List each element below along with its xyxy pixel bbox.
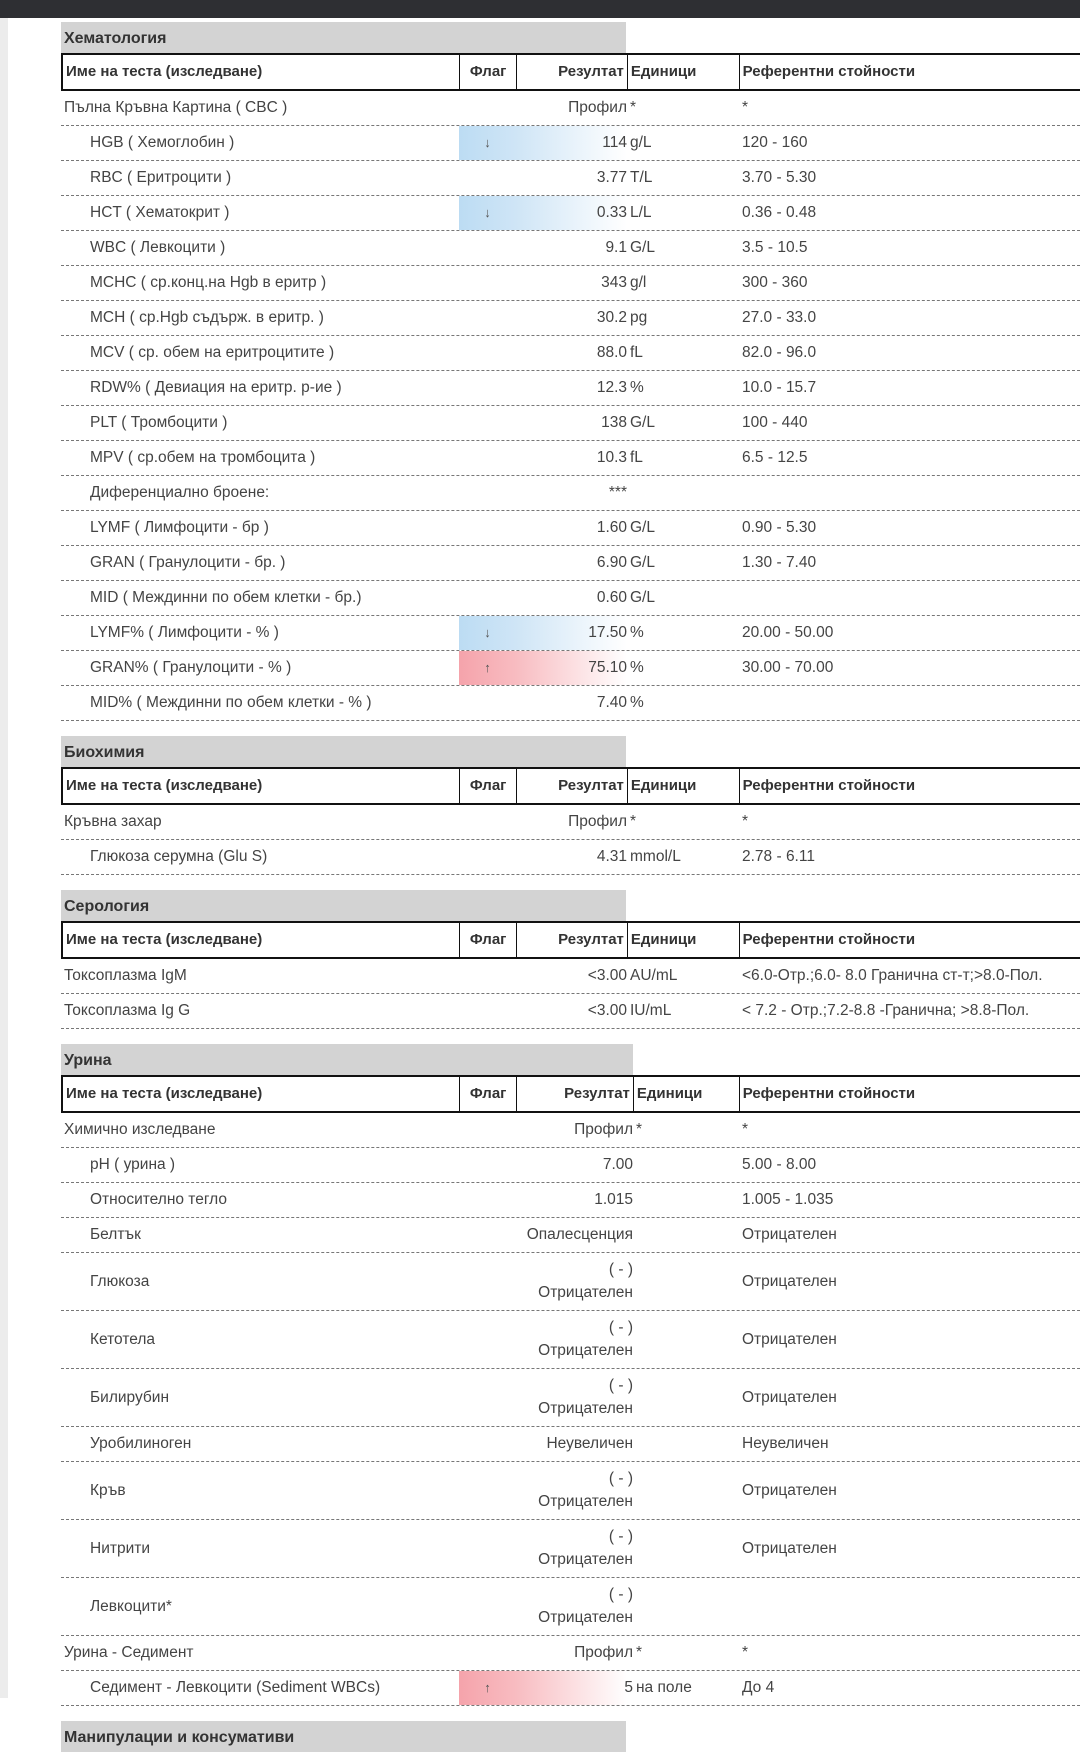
reference-range: 82.0 - 96.0 bbox=[742, 344, 817, 361]
arrow-down-icon: ↓ bbox=[484, 135, 491, 150]
table-row bbox=[61, 1578, 1080, 1636]
table-row bbox=[61, 1427, 1080, 1462]
header-name: Име на теста (изследване) bbox=[63, 769, 460, 803]
section-4 bbox=[61, 1721, 1080, 1752]
result-value bbox=[516, 1311, 633, 1368]
unit: mmol/L bbox=[630, 848, 681, 865]
reference-range: Отрицателен bbox=[742, 1540, 837, 1557]
test-name: Токсоплазма IgM bbox=[64, 967, 187, 984]
test-name: Седимент - Левкоцити (Sediment WBCs) bbox=[90, 1679, 381, 1696]
header-name: Име на теста (изследване) bbox=[63, 1077, 460, 1111]
result-value: 3.77 bbox=[596, 169, 627, 186]
result-value: 9.1 bbox=[605, 239, 627, 256]
header-result: Резултат bbox=[517, 923, 628, 957]
flag-cell bbox=[459, 91, 516, 125]
result-value bbox=[516, 1520, 633, 1577]
result-value: 88.0 bbox=[596, 344, 627, 361]
header-reference: Референтни стойности bbox=[742, 63, 916, 80]
result-value: Профил bbox=[574, 1644, 633, 1661]
unit bbox=[633, 1218, 739, 1252]
table-row bbox=[61, 231, 1080, 266]
flag-cell bbox=[459, 406, 516, 440]
section-3 bbox=[61, 1044, 1080, 1706]
unit: * bbox=[630, 99, 637, 116]
flag-result-cell bbox=[459, 1218, 633, 1252]
flag-result-cell bbox=[459, 1369, 633, 1426]
flag-result-cell bbox=[459, 511, 627, 545]
arrow-up-icon: ↑ bbox=[484, 1680, 491, 1695]
table-row bbox=[61, 840, 1080, 875]
table-row bbox=[61, 546, 1080, 581]
flag-result-cell bbox=[459, 301, 627, 335]
result-line-1: ( - ) bbox=[608, 1377, 633, 1394]
reference-range: 10.0 - 15.7 bbox=[742, 379, 817, 396]
table-row bbox=[61, 686, 1080, 721]
reference-range: * bbox=[742, 1121, 749, 1138]
unit: G/L bbox=[630, 589, 655, 606]
flag-result-cell bbox=[459, 546, 627, 580]
result-value: 12.3 bbox=[596, 379, 627, 396]
flag-highlight-high bbox=[459, 1671, 633, 1705]
table-row bbox=[61, 1311, 1080, 1369]
reference-range: Отрицателен bbox=[742, 1482, 837, 1499]
test-name: Нитрити bbox=[90, 1540, 150, 1557]
result-value: 5 bbox=[624, 1679, 633, 1696]
unit: % bbox=[630, 379, 644, 396]
unit bbox=[633, 1148, 739, 1182]
table-header bbox=[61, 53, 1080, 91]
table-row bbox=[61, 994, 1080, 1029]
unit: fL bbox=[630, 449, 643, 466]
reference-range: 100 - 440 bbox=[742, 414, 808, 431]
flag-highlight-low bbox=[459, 196, 627, 230]
unit: IU/mL bbox=[630, 1002, 672, 1019]
table-header bbox=[61, 767, 1080, 805]
header-flag: Флаг bbox=[460, 1077, 517, 1111]
flag-cell bbox=[459, 1253, 516, 1310]
test-name: GRAN ( Гранулоцити - бр. ) bbox=[90, 554, 286, 571]
flag-result-cell bbox=[459, 266, 627, 300]
result-value: 6.90 bbox=[596, 554, 627, 571]
result-value: 75.10 bbox=[588, 659, 627, 676]
table-row bbox=[61, 301, 1080, 336]
flag-cell bbox=[459, 840, 516, 874]
result-line-1: ( - ) bbox=[608, 1319, 633, 1336]
unit: AU/mL bbox=[630, 967, 678, 984]
table-row bbox=[61, 476, 1080, 511]
unit: pg bbox=[630, 309, 648, 326]
section-title: Хематология bbox=[61, 22, 626, 53]
reference-range: Отрицателен bbox=[742, 1226, 837, 1243]
table-row bbox=[61, 266, 1080, 301]
flag-result-cell bbox=[459, 336, 627, 370]
test-name: Кетотела bbox=[90, 1331, 156, 1348]
result-line-1: ( - ) bbox=[608, 1261, 633, 1278]
flag-result-cell bbox=[459, 231, 627, 265]
flag-result-cell bbox=[459, 1462, 633, 1519]
reference-range: 1.30 - 7.40 bbox=[742, 554, 817, 571]
reference-range: 300 - 360 bbox=[742, 274, 808, 291]
unit: g/L bbox=[630, 134, 652, 151]
result-value: 10.3 bbox=[596, 449, 627, 466]
unit: G/L bbox=[630, 239, 655, 256]
result-value: Профил bbox=[568, 99, 627, 116]
flag-cell bbox=[459, 994, 516, 1028]
result-value: 17.50 bbox=[588, 624, 627, 641]
unit: L/L bbox=[630, 204, 652, 221]
section-title: Урина bbox=[61, 1044, 633, 1075]
reference-range: Отрицателен bbox=[742, 1331, 837, 1348]
reference-range: 2.78 - 6.11 bbox=[742, 848, 815, 865]
table-row bbox=[61, 616, 1080, 651]
flag-cell bbox=[459, 1427, 516, 1461]
result-value: 343 bbox=[601, 274, 627, 291]
arrow-up-icon: ↑ bbox=[484, 660, 491, 675]
unit: на поле bbox=[636, 1679, 692, 1696]
unit bbox=[633, 1369, 739, 1426]
flag-cell bbox=[459, 581, 516, 615]
table-row bbox=[61, 1253, 1080, 1311]
reference-range bbox=[739, 476, 1080, 510]
flag-cell bbox=[459, 959, 516, 993]
table-row bbox=[61, 1113, 1080, 1148]
result-value: 114 bbox=[602, 134, 627, 151]
flag-cell bbox=[459, 1311, 516, 1368]
unit: % bbox=[630, 659, 644, 676]
reference-range: 3.70 - 5.30 bbox=[742, 169, 817, 186]
result-line-2: Отрицателен bbox=[538, 1608, 633, 1626]
flag-result-cell bbox=[459, 371, 627, 405]
test-name: Химично изследване bbox=[64, 1121, 216, 1138]
test-name: MID ( Междинни по обем клетки - бр.) bbox=[90, 589, 362, 606]
reference-range: * bbox=[742, 1644, 749, 1661]
reference-range: 120 - 160 bbox=[742, 134, 808, 151]
header-flag: Флаг bbox=[460, 55, 517, 89]
flag-cell bbox=[459, 1369, 516, 1426]
unit: G/L bbox=[630, 519, 655, 536]
table-row bbox=[61, 511, 1080, 546]
result-value: 0.60 bbox=[596, 589, 627, 606]
flag-cell bbox=[459, 1148, 516, 1182]
result-value bbox=[516, 1253, 633, 1310]
table-header bbox=[61, 1075, 1080, 1113]
result-line-2: Отрицателен bbox=[538, 1550, 633, 1568]
section-0 bbox=[61, 22, 1080, 721]
result-value: <3.00 bbox=[587, 1002, 627, 1019]
section-title: Манипулации и консумативи bbox=[61, 1721, 626, 1752]
test-name: WBC ( Левкоцити ) bbox=[90, 239, 226, 256]
flag-result-cell bbox=[459, 406, 627, 440]
reference-range: 5.00 - 8.00 bbox=[742, 1156, 817, 1173]
reference-range: 20.00 - 50.00 bbox=[742, 624, 834, 641]
table-row bbox=[61, 1462, 1080, 1520]
header-reference: Референтни стойности bbox=[742, 777, 916, 794]
header-reference: Референтни стойности bbox=[742, 931, 916, 948]
flag-cell bbox=[459, 231, 516, 265]
result-line-2: Отрицателен bbox=[538, 1283, 633, 1301]
header-result: Резултат bbox=[517, 769, 628, 803]
flag-cell bbox=[459, 1113, 516, 1147]
section-title: Серология bbox=[61, 890, 626, 921]
flag-result-cell bbox=[459, 1520, 633, 1577]
test-name: Глюкоза серумна (Glu S) bbox=[90, 848, 268, 865]
flag-cell bbox=[459, 476, 516, 510]
unit: T/L bbox=[630, 169, 653, 186]
reference-range: * bbox=[742, 99, 749, 116]
section-1 bbox=[61, 736, 1080, 875]
result-line-1: ( - ) bbox=[608, 1586, 633, 1603]
flag-cell bbox=[459, 1578, 516, 1635]
test-name: pH ( урина ) bbox=[90, 1156, 176, 1173]
test-name: Кръв bbox=[90, 1482, 126, 1499]
arrow-down-icon: ↓ bbox=[484, 205, 491, 220]
flag-cell bbox=[459, 336, 516, 370]
test-name: Уробилиноген bbox=[90, 1435, 192, 1452]
result-line-2: Отрицателен bbox=[538, 1399, 633, 1417]
unit bbox=[633, 1578, 739, 1635]
reference-range: 6.5 - 12.5 bbox=[742, 449, 808, 466]
header-result: Резултат bbox=[517, 55, 628, 89]
result-value: Профил bbox=[574, 1121, 633, 1138]
flag-cell bbox=[459, 371, 516, 405]
result-value: Профил bbox=[568, 813, 627, 830]
reference-range: До 4 bbox=[742, 1679, 775, 1696]
result-line-2: Отрицателен bbox=[538, 1492, 633, 1510]
test-name: Белтък bbox=[90, 1226, 141, 1243]
arrow-down-icon: ↓ bbox=[484, 625, 491, 640]
flag-result-cell bbox=[459, 686, 627, 720]
result-value: 1.015 bbox=[594, 1191, 633, 1208]
table-row bbox=[61, 91, 1080, 126]
table-row bbox=[61, 126, 1080, 161]
table-row bbox=[61, 1636, 1080, 1671]
result-value: Опалесценция bbox=[526, 1226, 633, 1243]
flag-cell bbox=[459, 546, 516, 580]
unit: G/L bbox=[630, 554, 655, 571]
reference-range: 0.90 - 5.30 bbox=[742, 519, 817, 536]
table-row bbox=[61, 1183, 1080, 1218]
unit bbox=[633, 1462, 739, 1519]
test-name: Пълна Кръвна Картина ( CBC ) bbox=[64, 99, 288, 116]
header-units: Единици bbox=[628, 769, 740, 803]
table-row bbox=[61, 1671, 1080, 1706]
flag-cell bbox=[459, 1636, 516, 1670]
result-value: 138 bbox=[601, 414, 627, 431]
test-name: HGB ( Хемоглобин ) bbox=[90, 134, 235, 151]
flag-result-cell bbox=[459, 1427, 633, 1461]
result-value: 30.2 bbox=[596, 309, 627, 326]
flag-result-cell bbox=[459, 91, 627, 125]
result-value: 7.40 bbox=[596, 694, 627, 711]
unit bbox=[633, 1183, 739, 1217]
unit: fL bbox=[630, 344, 643, 361]
unit bbox=[633, 1427, 739, 1461]
unit bbox=[627, 476, 739, 510]
flag-cell bbox=[459, 1218, 516, 1252]
test-name: Токсоплазма Ig G bbox=[64, 1002, 191, 1019]
flag-result-cell bbox=[459, 1578, 633, 1635]
table-row bbox=[61, 441, 1080, 476]
result-line-2: Отрицателен bbox=[538, 1341, 633, 1359]
header-units: Единици bbox=[634, 1077, 740, 1111]
test-name: MPV ( ср.обем на тромбоцита ) bbox=[90, 449, 316, 466]
reference-range bbox=[739, 581, 1080, 615]
table-row bbox=[61, 161, 1080, 196]
reference-range: 27.0 - 33.0 bbox=[742, 309, 817, 326]
flag-result-cell bbox=[459, 581, 627, 615]
reference-range: 3.5 - 10.5 bbox=[742, 239, 808, 256]
result-value: 7.00 bbox=[602, 1156, 633, 1173]
test-name: MID% ( Междинни по обем клетки - % ) bbox=[90, 694, 372, 711]
test-name: RBC ( Еритроцити ) bbox=[90, 169, 232, 186]
result-value: Неувеличен bbox=[546, 1435, 633, 1452]
flag-result-cell bbox=[459, 1183, 633, 1217]
table-row bbox=[61, 196, 1080, 231]
flag-result-cell bbox=[459, 1636, 633, 1670]
flag-result-cell bbox=[459, 994, 627, 1028]
test-name: MCV ( ср. обем на еритроцитите ) bbox=[90, 344, 335, 361]
unit: g/l bbox=[630, 274, 647, 291]
page-edge bbox=[0, 18, 8, 1698]
flag-cell bbox=[459, 266, 516, 300]
flag-result-cell bbox=[459, 161, 627, 195]
flag-highlight-low bbox=[459, 126, 627, 160]
test-name: GRAN% ( Гранулоцити - % ) bbox=[90, 659, 292, 676]
table-row bbox=[61, 651, 1080, 686]
test-name: Левкоцити* bbox=[90, 1598, 172, 1615]
reference-range: 1.005 - 1.035 bbox=[742, 1191, 834, 1208]
flag-result-cell bbox=[459, 805, 627, 839]
result-line-1: ( - ) bbox=[608, 1470, 633, 1487]
flag-cell bbox=[459, 686, 516, 720]
header-result: Резултат bbox=[517, 1077, 634, 1111]
flag-result-cell bbox=[459, 959, 627, 993]
result-value: 4.31 bbox=[596, 848, 627, 865]
test-name: Диференциално броене: bbox=[90, 484, 270, 501]
test-name: Кръвна захар bbox=[64, 813, 162, 830]
result-value: 0.33 bbox=[596, 204, 627, 221]
flag-result-cell bbox=[459, 476, 627, 510]
header-name: Име на теста (изследване) bbox=[63, 55, 460, 89]
reference-range: 30.00 - 70.00 bbox=[742, 659, 834, 676]
flag-result-cell bbox=[459, 441, 627, 475]
test-name: LYMF ( Лимфоцити - бр ) bbox=[90, 519, 269, 536]
unit: * bbox=[636, 1121, 643, 1138]
reference-range: <6.0-Отр.;6.0- 8.0 Гранична ст-т;>8.0-Пол. bbox=[742, 967, 1043, 984]
reference-range bbox=[739, 1578, 1080, 1635]
reference-range bbox=[739, 686, 1080, 720]
reference-range: < 7.2 - Отр.;7.2-8.8 -Гранична; >8.8-Пол. bbox=[742, 1002, 1030, 1019]
flag-cell bbox=[459, 511, 516, 545]
result-value bbox=[516, 1578, 633, 1635]
section-2 bbox=[61, 890, 1080, 1029]
header-units: Единици bbox=[628, 923, 740, 957]
test-name: RDW% ( Девиация на еритр. р-ие ) bbox=[90, 379, 342, 396]
reference-range: 0.36 - 0.48 bbox=[742, 204, 817, 221]
reference-range: Отрицателен bbox=[742, 1389, 837, 1406]
unit bbox=[633, 1311, 739, 1368]
header-flag: Флаг bbox=[460, 769, 517, 803]
result-value bbox=[516, 1462, 633, 1519]
unit bbox=[633, 1520, 739, 1577]
flag-cell bbox=[459, 161, 516, 195]
unit bbox=[633, 1253, 739, 1310]
reference-range: * bbox=[742, 813, 749, 830]
flag-cell bbox=[459, 441, 516, 475]
flag-highlight-low bbox=[459, 616, 627, 650]
table-row bbox=[61, 336, 1080, 371]
top-bar bbox=[0, 0, 1080, 18]
test-name: Относително тегло bbox=[90, 1191, 228, 1208]
result-line-1: ( - ) bbox=[608, 1528, 633, 1545]
result-value: <3.00 bbox=[587, 967, 627, 984]
table-row bbox=[61, 805, 1080, 840]
test-name: MCHC ( ср.конц.на Hgb в еритр ) bbox=[90, 274, 327, 291]
lab-report bbox=[61, 22, 1080, 1752]
table-row bbox=[61, 371, 1080, 406]
header-reference: Референтни стойности bbox=[742, 1085, 916, 1102]
flag-cell bbox=[459, 805, 516, 839]
flag-cell bbox=[459, 301, 516, 335]
header-name: Име на теста (изследване) bbox=[63, 923, 460, 957]
flag-cell bbox=[459, 1183, 516, 1217]
unit: * bbox=[630, 813, 637, 830]
flag-highlight-high bbox=[459, 651, 627, 685]
header-units: Единици bbox=[628, 55, 740, 89]
unit: * bbox=[636, 1644, 643, 1661]
test-name: Глюкоза bbox=[90, 1273, 150, 1290]
flag-cell bbox=[459, 1462, 516, 1519]
table-row bbox=[61, 581, 1080, 616]
flag-result-cell bbox=[459, 1253, 633, 1310]
reference-range: Отрицателен bbox=[742, 1273, 837, 1290]
test-name: HCT ( Хематокрит ) bbox=[90, 204, 230, 221]
table-row bbox=[61, 1369, 1080, 1427]
flag-cell bbox=[459, 1520, 516, 1577]
flag-result-cell bbox=[459, 1113, 633, 1147]
test-name: LYMF% ( Лимфоцити - % ) bbox=[90, 624, 279, 641]
flag-result-cell bbox=[459, 1311, 633, 1368]
table-row bbox=[61, 1148, 1080, 1183]
result-value: *** bbox=[608, 484, 627, 501]
test-name: MCH ( ср.Hgb съдърж. в еритр. ) bbox=[90, 309, 324, 326]
table-header bbox=[61, 921, 1080, 959]
table-row bbox=[61, 1218, 1080, 1253]
unit: % bbox=[630, 624, 644, 641]
result-value: 1.60 bbox=[596, 519, 627, 536]
unit: G/L bbox=[630, 414, 655, 431]
table-row bbox=[61, 1520, 1080, 1578]
result-value bbox=[516, 1369, 633, 1426]
flag-result-cell bbox=[459, 840, 627, 874]
header-flag: Флаг bbox=[460, 923, 517, 957]
flag-result-cell bbox=[459, 1148, 633, 1182]
test-name: Билирубин bbox=[90, 1389, 169, 1406]
table-row bbox=[61, 406, 1080, 441]
table-row bbox=[61, 959, 1080, 994]
test-name: PLT ( Тромбоцити ) bbox=[90, 414, 228, 431]
reference-range: Неувеличен bbox=[742, 1435, 829, 1452]
test-name: Урина - Седимент bbox=[64, 1644, 194, 1661]
section-title: Биохимия bbox=[61, 736, 626, 767]
unit: % bbox=[630, 694, 644, 711]
